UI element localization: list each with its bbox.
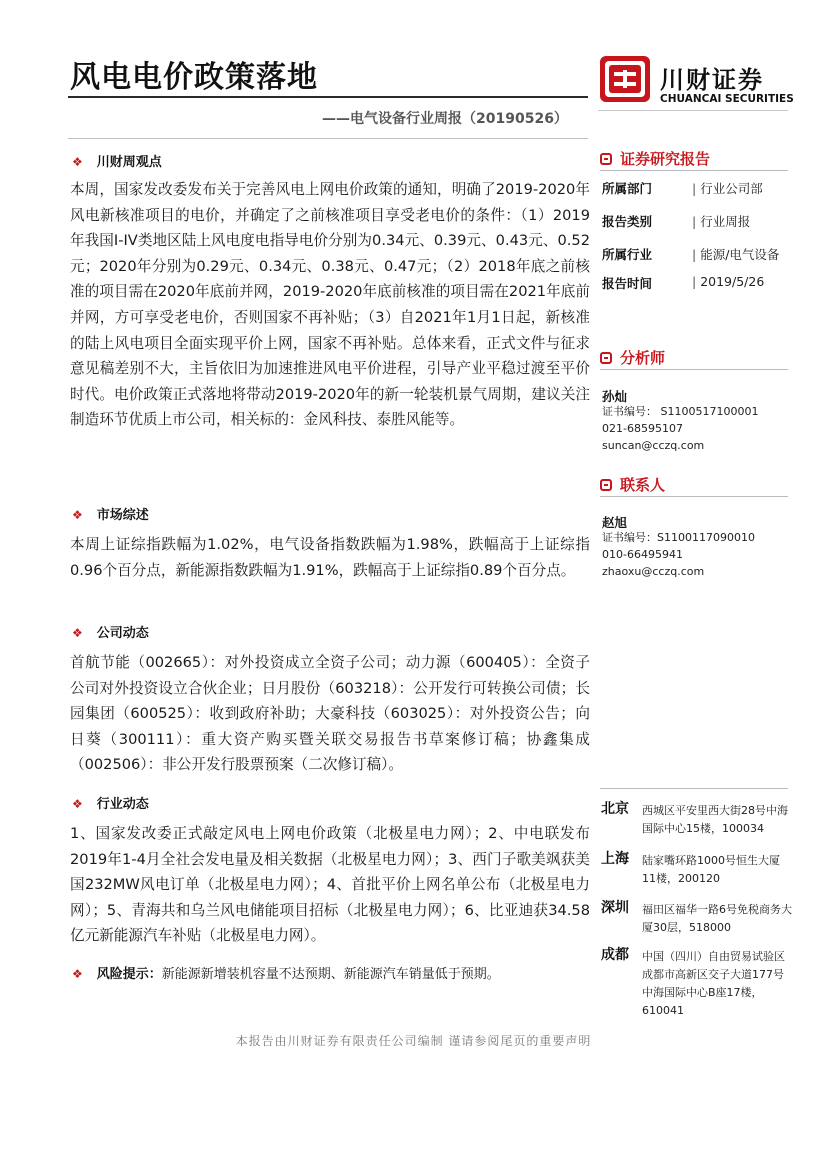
contact-title: 联系人 xyxy=(620,476,666,494)
risk-label: 风险提示： xyxy=(96,967,162,982)
market-paragraph: 本周上证综指跌幅为1.02%，电气设备指数跌幅为1.98%，跌幅高于上证综指0.96个百分点，新能源指数跌幅为1.91%，跌幅高于上证综指0.89个百分点。 xyxy=(70,536,590,579)
content-divider xyxy=(68,138,588,139)
title-divider xyxy=(68,96,588,98)
analyst-title: 分析师 xyxy=(620,349,666,367)
analyst-phone: 021-68595107 xyxy=(602,422,683,435)
section-title: 市场综述 xyxy=(96,508,149,523)
diamond-bullet-icon: ❖ xyxy=(72,626,83,640)
info-label-dept: 所属部门 xyxy=(602,181,653,196)
info-value-industry: | 能源/电气设备 xyxy=(692,245,779,263)
contact-phone: 010-66495941 xyxy=(602,548,683,561)
contact-cert: 证书编号：S1100117090010 xyxy=(602,531,755,544)
info-value-date: | 2019/5/26 xyxy=(692,274,764,289)
logo-name-en: CHUANCAI SECURITIES xyxy=(660,93,794,105)
logo-name-cn: 川财证券 xyxy=(660,66,764,94)
office-city-shenzhen: 深圳 xyxy=(601,900,629,916)
diamond-bullet-icon: ❖ xyxy=(72,155,83,169)
offices-divider xyxy=(600,788,788,789)
section-title: 川财周观点 xyxy=(96,155,162,170)
office-address-beijing: 西城区平安里西大街28号中海国际中心15楼，100034 xyxy=(642,804,788,835)
risk-warning xyxy=(72,963,500,982)
info-label-industry: 所属行业 xyxy=(602,247,653,262)
section-heading-industry xyxy=(72,793,149,812)
chuancai-logo-icon xyxy=(600,56,650,102)
section-heading-view xyxy=(72,151,162,170)
analyst-name: 孙灿 xyxy=(602,389,628,404)
sidebar-divider xyxy=(600,496,788,497)
office-address-chengdu: 中国（四川）自由贸易试验区成都市高新区交子大道177号中海国际中心B座17楼，610041 xyxy=(642,950,785,1017)
contact-name: 赵旭 xyxy=(602,515,628,530)
info-value-category: | 行业周报 xyxy=(692,212,750,230)
diamond-bullet-icon: ❖ xyxy=(72,967,83,981)
diamond-bullet-icon: ❖ xyxy=(72,797,83,811)
page-title: 风电电价政策落地 xyxy=(70,60,318,95)
industry-paragraph: 1、国家发改委正式敲定风电上网电价政策（北极星电力网）；2、中电联发布2019年1-4月全社会发电量及相关数据（北极星电力网）；3、西门子歌美飒获美国232MW风电订单（北极星电力网）；4、首批平价上网名单公布（北极星电力网）；5、青海共和乌兰风电储能项目招标（北极星电力网）；6、比亚迪获34.58亿元新能源汽车补贴（北极星电力网）。 xyxy=(70,825,590,945)
sidebar-divider xyxy=(600,369,788,370)
contact-email[interactable]: zhaoxu@cczq.com xyxy=(602,565,705,578)
contact-heading xyxy=(600,474,665,495)
sidebar-divider xyxy=(600,170,788,171)
contact-icon xyxy=(600,479,612,491)
office-city-shanghai: 上海 xyxy=(601,851,629,867)
report-icon xyxy=(600,153,612,165)
section-title: 行业动态 xyxy=(96,797,149,812)
company-paragraph: 首航节能（002665）：对外投资成立全资子公司；动力源（600405）：全资子公司对外投资设立合伙企业；日月股份（603218）：公开发行可转换公司债；长园集团（600525）：收到政府补助；大豪科技（603025）：对外投资公告；向日葵（300111）：重大资产购买暨关联交易报告书草案修订稿；协鑫集成（002506）：非公开发行股票预案（二次修订稿）。 xyxy=(70,654,590,774)
info-label-date: 报告时间 xyxy=(602,276,653,291)
view-paragraph: 本周，国家发改委发布关于完善风电上网电价政策的通知，明确了2019-2020年风电新核准项目的电价，并确定了之前核准项目享受老电价的条件：（1）2019年我国I-IV类地区陆上风电度电指导电价分别为0.34元、0.39元、0.43元、0.52元；2020年分别为0.29元、0.34元、0.38元、0.47元；（2）2018年底之前核准的项目需在2020年底前并网，2019-2020年底前核准的项目需在2021年底前并网，方可享受老电价，否则国家不再补贴；（3）自2021年1月1日起，新核准的陆上风电项目全面实现平价上网，国家不再补贴。总体来看，正式文件与征求意见稿差别不大，主旨依旧为加速推进风电平价进程，引导产业平稳过渡至平价时代。电价政策正式落地将带动2019-2020年的新一轮装机景气周期，建议关注制造环节优质上市公司，相关标的：金风科技、泰胜风能等。 xyxy=(70,181,590,429)
info-value-dept: | 行业公司部 xyxy=(692,179,763,197)
section-heading-market xyxy=(72,504,149,523)
info-label-category: 报告类别 xyxy=(602,214,653,229)
page-footer: 本报告由川财证券有限责任公司编制 谨请参阅尾页的重要声明 xyxy=(235,1034,592,1048)
section-title: 公司动态 xyxy=(96,626,149,641)
analyst-cert: 证书编号： S1100517100001 xyxy=(602,405,759,418)
diamond-bullet-icon: ❖ xyxy=(72,508,83,522)
office-address-shanghai: 陆家嘴环路1000号恒生大厦11楼，200120 xyxy=(642,854,780,885)
analyst-icon xyxy=(600,352,612,364)
logo-divider xyxy=(598,110,788,111)
analyst-heading xyxy=(600,347,665,368)
office-address-shenzhen: 福田区福华一路6号免税商务大厦30层，518000 xyxy=(642,903,792,934)
office-city-beijing: 北京 xyxy=(601,801,629,817)
office-city-chengdu: 成都 xyxy=(601,947,629,963)
report-type-heading xyxy=(600,148,710,169)
analyst-email[interactable]: suncan@cczq.com xyxy=(602,439,705,452)
risk-text: 新能源新增装机容量不达预期、新能源汽车销量低于预期。 xyxy=(161,967,500,982)
section-heading-company xyxy=(72,622,149,641)
report-type-title: 证券研究报告 xyxy=(620,150,711,168)
report-subtitle: ——电气设备行业周报（20190526） xyxy=(322,111,568,127)
